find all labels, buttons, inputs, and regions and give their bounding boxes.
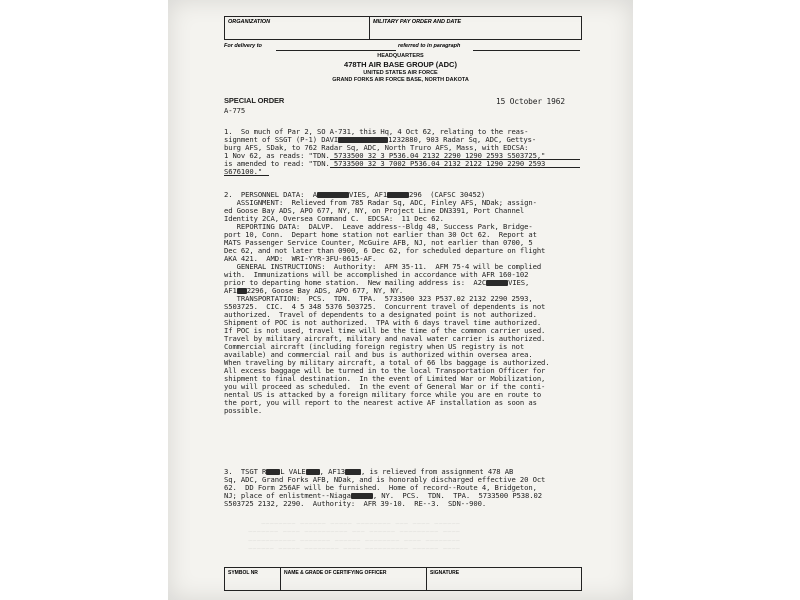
para2-line: nental US is attacked by a foreign military force while you are en route to (224, 390, 542, 399)
para1-line: burg AFS, SDak, to 762 Radar Sq, ADC, North Truro AFS, Mass, with EDCSA: (224, 143, 529, 152)
unit-name: 478TH AIR BASE GROUP (ADC) (344, 60, 457, 69)
para2-line: ed Goose Bay ADS, APO 677, NY, NY, on Project Line DN3391, Port Channel (224, 206, 525, 215)
delivery-label: For delivery to (224, 43, 262, 49)
para1-line: signment of SSGT (P-1) DAVI 1232880, 903 Radar Sq, ADC, Gettys- (224, 135, 537, 144)
para2-line: the port, you will report to the nearest active AF installation as soon as (224, 398, 537, 407)
para2-line: ASSIGNMENT: Relieved from 785 Radar Sq, ADC, Finley AFS, NDak; assign- (224, 198, 537, 207)
para2-line: Dec 62, and not later than 0900, 6 Dec 62, for scheduled departure on flight (224, 246, 546, 255)
order-number: A-775 (224, 106, 246, 115)
para2-line: prior to departing home station. New mailing address is: A2C VIES, (224, 278, 530, 287)
para3-line: 62. DD Form 256AF will be furnished. Home of record--Route 4, Bridgeton, (224, 483, 537, 492)
para2-line: TRANSPORTATION: PCS. TDN. TPA. 5733500 323 P537.02 2132 2290 2593, (224, 294, 533, 303)
service-name: UNITED STATES AIR FORCE (363, 70, 438, 76)
underline (330, 159, 580, 160)
certification-box (224, 567, 582, 591)
para2-line: Identity 2CA, Oversea Command C. EDCSA: 11 Dec 62. (224, 214, 444, 223)
para2-line: shipment to final destination. In the event of Limited War or Mobilization, (224, 374, 546, 383)
hq-label: HEADQUARTERS (377, 53, 424, 59)
redaction (486, 280, 508, 286)
para3-line: 3. TSGT R L VALE , AF13 , is relieved from assignment 478 AB (224, 467, 514, 476)
pay-order-label: MILITARY PAY ORDER AND DATE (373, 19, 462, 25)
para2-line: available) and commercial rail and bus is authorized within oversea area. (224, 350, 533, 359)
base-name: GRAND FORKS AIR FORCE BASE, NORTH DAKOTA (332, 77, 469, 83)
para2-line: If POC is not used, travel time will be the time of the common carrier used. (224, 326, 546, 335)
order-title: SPECIAL ORDER (224, 96, 285, 105)
para1-line: is amended to read: "TDN. 5733500 32 3 7002 P536.04 2132 2122 1290 2290 2593 (224, 159, 546, 168)
underline (224, 175, 269, 176)
form-header-box (224, 16, 582, 40)
para3-line: Sq, ADC, Grand Forks AFB, NDak, and is honorably discharged effective 20 Oct (224, 475, 546, 484)
bleed-through-texture: ~~~~~~ ~~~~ ~~~ ~~~~~~~~ ~~~~~ ~~~~~~ ~~~~~~~~ ~~~~ ~~~~~~~~~ ~~~~~~ ~~~ ~~~~~~~~~~ ~~~~ ~~~~~~~ ~~~~~~~~ ~~~~ ~~~~~~~~ ~~~~~~ ~~~~~~~ ~~~~~~~~~~~ ~~~~ ~~~~~~ ~~~~~~~~~~ ~~~~ ~~~~~~~~ ~~~~~ ~~~~~~ (248, 519, 461, 554)
para2-line: Travel by military aircraft, military and naval water carrier is authorized. (224, 334, 546, 343)
para2-line: port 10, Conn. Depart home station not earlier than 30 Oct 62. Report at (224, 230, 537, 239)
para2-line: authorized. Travel of dependents to a designated point is not authorized. (224, 310, 537, 319)
para2-line: possible. (224, 406, 263, 415)
para2-line: MATS Passenger Service Counter, McGuire AFB, NJ, not earlier than 0700, 5 (224, 238, 533, 247)
para3-line: S503725 2132, 2290. Authority: AFR 39-10. RE--3. SDN--900. (224, 499, 487, 508)
para2-line: All excess baggage will be turned in to the local Transportation Officer for (224, 366, 546, 375)
referred-line (473, 50, 580, 51)
underline (330, 167, 580, 168)
certifying-officer-label: NAME & GRADE OF CERTIFYING OFFICER (281, 568, 427, 590)
symbol-label: SYMBOL NR (225, 568, 281, 590)
para2-line: AF1 2296, Goose Bay ADS, APO 677, NY, NY. (224, 286, 404, 295)
para2-line: you will proceed as scheduled. In the event of General War or if the conti- (224, 382, 546, 391)
order-date: 15 October 1962 (496, 97, 565, 106)
para2-line: When traveling by military aircraft, a total of 66 lbs baggage is authorized. (224, 358, 550, 367)
para2-line: Commercial aircraft (including foreign registry when US registry is not (224, 342, 525, 351)
para2-line: 2. PERSONNEL DATA: A VIES, AF1 296 (CAFSC 30452) (224, 190, 486, 199)
para3-line: NJ; place of enlistment--Niaga , NY. PCS. TDN. TPA. 5733500 P538.02 (224, 491, 542, 500)
referred-label: referred to in paragraph (398, 43, 461, 49)
para2-line: S503725. CIC. 4 5 348 5376 503725. Concurrent travel of dependents is not (224, 302, 546, 311)
para2-line: GENERAL INSTRUCTIONS: Authority: AFM 35-11. AFM 75-4 will be complied (224, 262, 542, 271)
delivery-line (276, 50, 396, 51)
para2-line: REPORTING DATA: DALVP. Leave address--Bldg 48, Success Park, Bridge- (224, 222, 533, 231)
para2-line: with. Immunizations will be accomplished in accordance with AFR 160-102 (224, 270, 529, 279)
special-order-document (168, 0, 633, 600)
para1-line: 1. So much of Par 2, SO A-731, this Hq, 4 Oct 62, relating to the reas- (224, 127, 529, 136)
para1-line: 1 Nov 62, as reads: "TDN. 5733500 32 3 P536.04 2132 2290 1290 2593 S503725," (224, 151, 546, 160)
signature-label: SIGNATURE (430, 570, 460, 576)
organization-label: ORGANIZATION (225, 17, 370, 39)
para1-line: S676100." (224, 167, 263, 176)
para2-line: AKA 421. AMD: WRI-YYR-3FU-0615-AF. (224, 254, 377, 263)
para2-line: Shipment of POC is not authorized. TPA with 6 days travel time authorized. (224, 318, 542, 327)
